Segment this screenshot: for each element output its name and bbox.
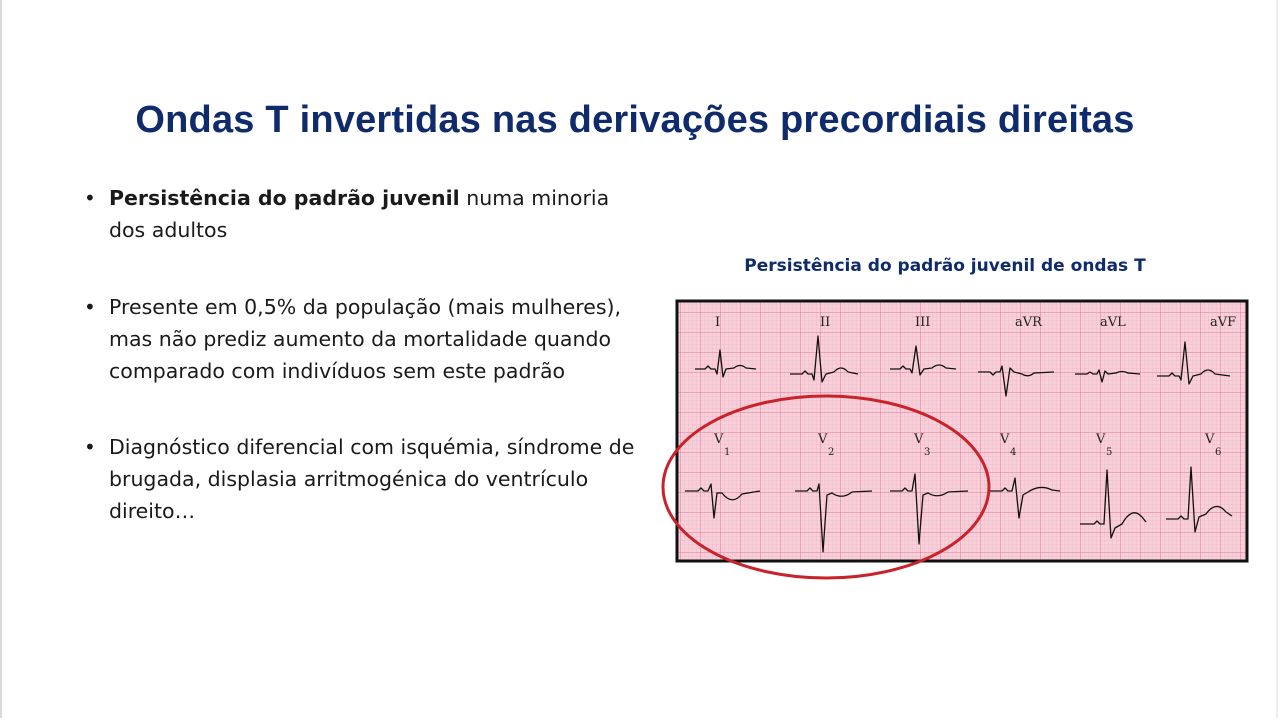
lead-label-bottom: V: [818, 432, 828, 447]
slide-title: Ondas T invertidas nas derivações precordiais direitas: [135, 99, 1135, 142]
lead-label-bottom: V: [1205, 432, 1215, 447]
ecg-tracing-image: [660, 292, 1260, 588]
bullet-text: Diagnóstico diferencial com isquémia, síndrome de brugada, displasia arritmogénica do ventrículo direito…: [109, 435, 635, 523]
ecg-figure: [660, 292, 1260, 588]
lead-label-subscript: 3: [924, 447, 931, 458]
lead-label-top: II: [820, 315, 831, 330]
lead-label-bottom: V: [1096, 432, 1106, 447]
lead-label-bottom: V: [714, 432, 724, 447]
lead-label-top: I: [715, 315, 721, 330]
lead-label-top: aVR: [1015, 315, 1042, 330]
bullet-item: [84, 431, 644, 527]
ecg-grid: [677, 301, 1247, 561]
lead-label-bottom: V: [1000, 432, 1010, 447]
bullet-item: [84, 182, 644, 246]
bullet-list: [84, 182, 644, 527]
lead-label-subscript: 4: [1010, 447, 1017, 458]
figure-caption: Persistência do padrão juvenil de ondas T: [744, 256, 1146, 276]
lead-label-top: aVL: [1100, 315, 1126, 330]
lead-label-subscript: 5: [1106, 447, 1113, 458]
lead-label-subscript: 2: [828, 447, 835, 458]
lead-label-bottom: V: [914, 432, 924, 447]
lead-label-subscript: 6: [1215, 447, 1222, 458]
bullet-text: Presente em 0,5% da população (mais mulheres), mas não prediz aumento da mortalidade quando comparado com indivíduos sem este padrão: [109, 295, 622, 383]
lead-label-top: III: [915, 315, 931, 330]
lead-label-subscript: 1: [724, 447, 731, 458]
bullet-text: numa minoria dos adultos: [109, 186, 610, 242]
bullet-item: [84, 291, 644, 387]
bullet-bold-text: Persistência do padrão juvenil: [109, 186, 460, 210]
lead-label-top: aVF: [1210, 315, 1237, 330]
